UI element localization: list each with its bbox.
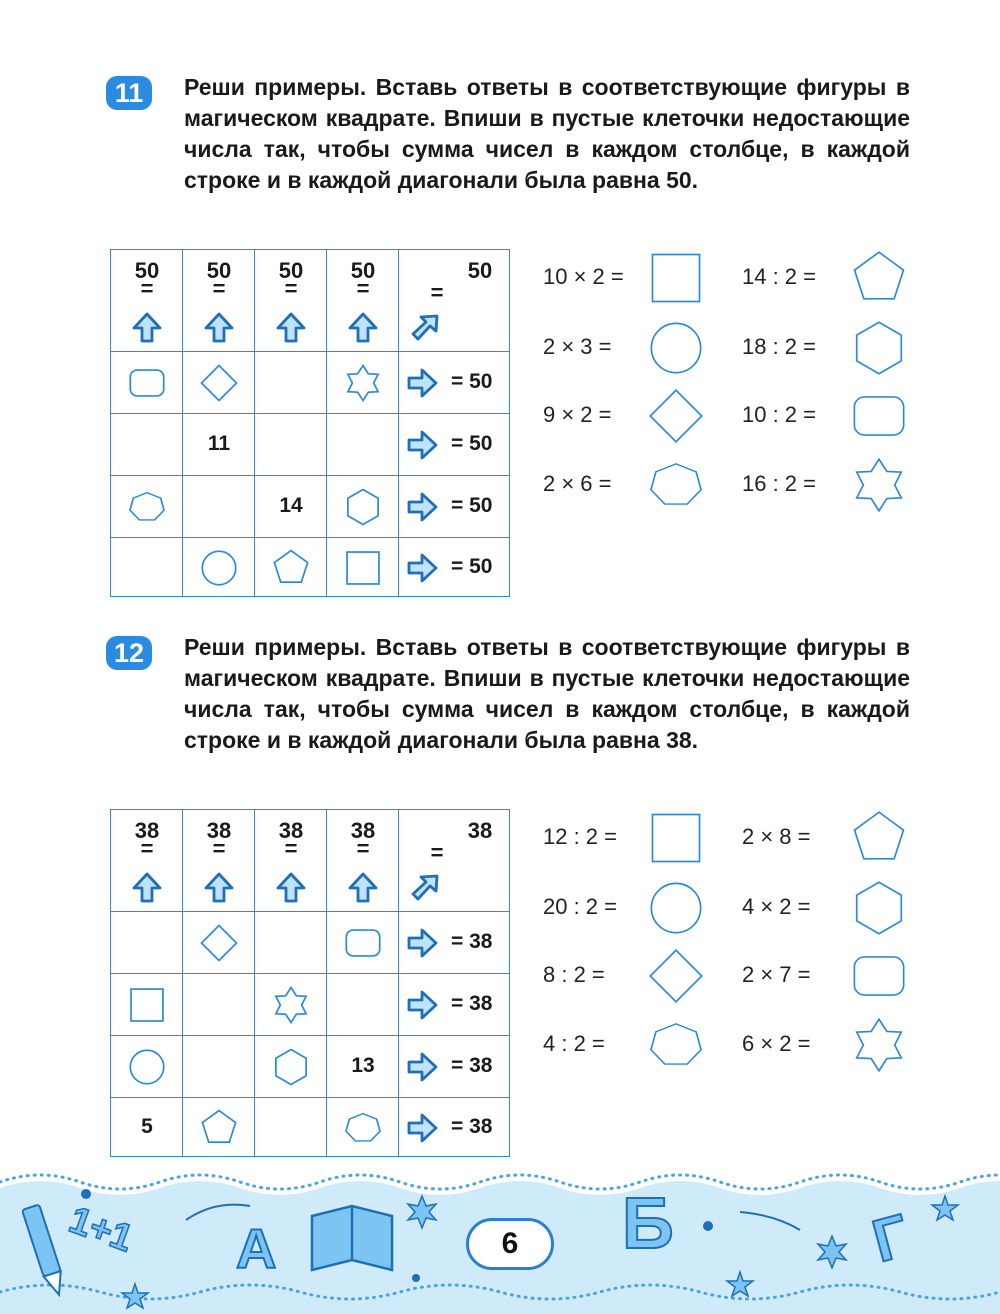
star-icon [272, 986, 310, 1024]
circle-icon [128, 1048, 166, 1086]
example-text: 16 : 2 = [742, 471, 817, 496]
magic-square [110, 809, 510, 1157]
row-sum: = 50 [451, 494, 493, 517]
arrow-diagonal-icon [409, 312, 441, 344]
arrow-right-icon [406, 1051, 438, 1083]
row-sum: = 38 [451, 930, 493, 953]
row-sum: = 38 [451, 992, 493, 1015]
svg-text:1+1: 1+1 [63, 1198, 139, 1261]
arrow-up-icon [131, 872, 163, 904]
star-icon [851, 1017, 907, 1073]
heptagon-icon [344, 1109, 382, 1147]
example-text: 10 : 2 = [742, 402, 817, 427]
arrow-up-icon [275, 872, 307, 904]
column-sum: 50 [134, 258, 160, 283]
example-text: 20 : 2 = [543, 894, 618, 919]
grid-line [111, 911, 509, 912]
example-text: 10 × 2 = [543, 264, 624, 289]
example-text: 2 × 3 = [543, 334, 612, 359]
grid-line [111, 413, 509, 414]
cell-number: 5 [141, 1115, 153, 1138]
diamond-icon [200, 364, 238, 402]
example-text: 9 × 2 = [543, 402, 612, 427]
grid-line [111, 1035, 509, 1036]
pentagon-icon [851, 250, 907, 306]
example-text: 6 × 2 = [742, 1031, 811, 1056]
row-sum: = 38 [451, 1054, 493, 1077]
heptagon-icon [128, 488, 166, 526]
arrow-up-icon [347, 312, 379, 344]
star-icon [851, 457, 907, 513]
rounded-rect-icon [851, 948, 907, 1004]
arrow-right-icon [406, 367, 438, 399]
arrow-up-icon [275, 312, 307, 344]
letter-a: А [236, 1217, 277, 1280]
cell-number: 14 [279, 494, 303, 517]
column-sum: 38 [278, 818, 304, 843]
equals-sign: = [140, 836, 154, 861]
arrow-up-icon [203, 312, 235, 344]
rounded-rect-icon [128, 364, 166, 402]
arrow-right-icon [406, 491, 438, 523]
example-text: 4 : 2 = [543, 1031, 605, 1056]
task-number-badge: 12 [106, 636, 152, 670]
letter-b: Б [622, 1184, 674, 1264]
equals-sign: = [430, 840, 444, 865]
diamond-icon [200, 924, 238, 962]
grid-line [111, 1097, 509, 1098]
equals-sign: = [140, 276, 154, 301]
task-instruction: Реши примеры. Вставь ответы в соответствующие фигуры в магическом квадрате. Впиши в пустые клеточки недостающие числа так, чтобы сумма чисел в каждом столбце, в каждой строке и в каждой диагонали была равна 50. [184, 74, 910, 193]
page-number: 6 [466, 1218, 554, 1270]
column-sum: 50 [206, 258, 232, 283]
hexagon-icon [851, 320, 907, 376]
task-11 [0, 0, 1000, 578]
square-icon [648, 250, 704, 306]
example-text: 14 : 2 = [742, 264, 817, 289]
grid-line [111, 973, 509, 974]
task-instruction: Реши примеры. Вставь ответы в соответствующие фигуры в магическом квадрате. Впиши в пустые клеточки недостающие числа так, чтобы сумма чисел в каждом столбце, в каждой строке и в каждой диагонали была равна 38. [184, 634, 910, 753]
equals-sign: = [284, 836, 298, 861]
hexagon-icon [851, 880, 907, 936]
task-12 [0, 560, 1000, 1138]
diamond-icon [648, 388, 704, 444]
pentagon-icon [200, 1109, 238, 1147]
example-text: 2 × 6 = [543, 471, 612, 496]
task-number-badge: 11 [106, 76, 152, 110]
square-icon [648, 810, 704, 866]
arrow-right-icon [406, 429, 438, 461]
column-sum: 50 [278, 258, 304, 283]
heptagon-icon [648, 1017, 704, 1073]
equals-sign: = [212, 836, 226, 861]
pentagon-icon [851, 810, 907, 866]
grid-line [111, 475, 509, 476]
grid-line [111, 537, 509, 538]
magic-square [110, 249, 510, 597]
rounded-rect-icon [851, 388, 907, 444]
arrow-right-icon [406, 927, 438, 959]
hexagon-icon [344, 488, 382, 526]
cell-number: 11 [207, 432, 231, 455]
diagonal-sum: 38 [467, 818, 493, 843]
arrow-diagonal-icon [409, 872, 441, 904]
equals-sign: = [430, 280, 444, 305]
example-text: 8 : 2 = [543, 962, 605, 987]
equals-sign: = [212, 276, 226, 301]
example-text: 4 × 2 = [742, 894, 811, 919]
circle-icon [648, 320, 704, 376]
example-text: 2 × 8 = [742, 824, 811, 849]
arrow-up-icon [203, 872, 235, 904]
cell-number: 13 [351, 1054, 375, 1077]
arrow-up-icon [131, 312, 163, 344]
row-sum: = 38 [451, 1115, 493, 1138]
row-sum: = 50 [451, 555, 493, 578]
column-sum: 38 [206, 818, 232, 843]
grid-line [111, 351, 509, 352]
heptagon-icon [648, 457, 704, 513]
column-sum: 38 [350, 818, 376, 843]
example-text: 18 : 2 = [742, 334, 817, 359]
square-icon [128, 986, 166, 1024]
circle-icon [648, 880, 704, 936]
arrow-up-icon [347, 872, 379, 904]
column-sum: 50 [350, 258, 376, 283]
equals-sign: = [356, 276, 370, 301]
letter-g: Г [865, 1201, 916, 1275]
diamond-icon [648, 948, 704, 1004]
star-icon [344, 364, 382, 402]
arrow-right-icon [406, 1112, 438, 1144]
diagonal-sum: 50 [467, 258, 493, 283]
book-icon [312, 1206, 392, 1270]
arrow-right-icon [406, 989, 438, 1021]
equals-sign: = [284, 276, 298, 301]
row-sum: = 50 [451, 370, 493, 393]
equals-sign: = [356, 836, 370, 861]
hexagon-icon [272, 1048, 310, 1086]
row-sum: = 50 [451, 432, 493, 455]
example-text: 2 × 7 = [742, 962, 811, 987]
rounded-rect-icon [344, 924, 382, 962]
column-sum: 38 [134, 818, 160, 843]
example-text: 12 : 2 = [543, 824, 618, 849]
